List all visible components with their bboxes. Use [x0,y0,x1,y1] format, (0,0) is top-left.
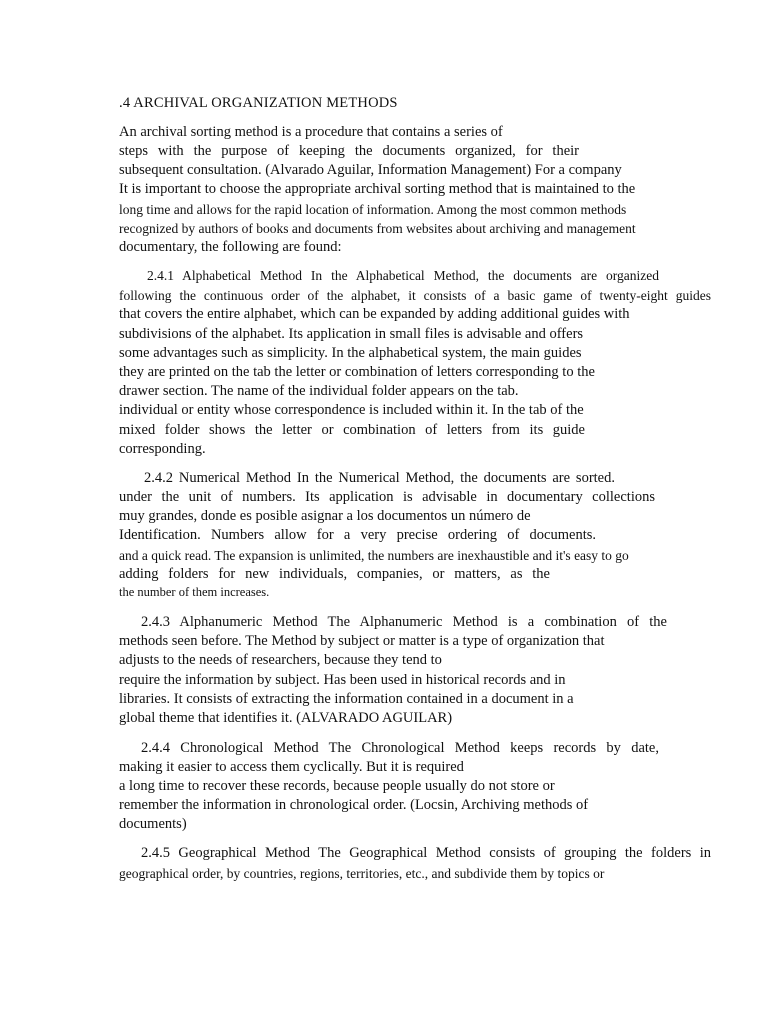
section-243-line: require the information by subject. Has been used in historical records and in [119,672,566,688]
section-242-line: adding folders for new individuals, companies, or matters, as the [119,566,550,582]
intro-line: documentary, the following are found: [119,239,342,255]
intro-line: long time and allows for the rapid location of information. Among the most common methods [119,202,627,217]
section-241-line: following the continuous order of the alphabet, it consists of a basic game of twenty-eight guides [119,288,711,303]
intro-line: subsequent consultation. (Alvarado Aguilar, Information Management) For a company [119,162,622,178]
section-241-line: they are printed on the tab the letter or combination of letters corresponding to the [119,364,595,380]
intro-line: An archival sorting method is a procedure that contains a series of [119,124,503,140]
section-245-line: geographical order, by countries, regions, territories, etc., and subdivide them by topics or [119,866,605,881]
section-241-line: subdivisions of the alphabet. Its application in small files is advisable and offers [119,326,584,342]
section-244-line: making it easier to access them cyclically. But it is required [119,759,464,775]
section-242-line: 2.4.2 Numerical Method In the Numerical Method, the documents are sorted. [144,470,615,486]
intro-line: steps with the purpose of keeping the documents organized, for their [119,143,579,159]
section-241-line: mixed folder shows the letter or combination of letters from its guide [119,422,585,438]
intro-line: It is important to choose the appropriate archival sorting method that is maintained to the [119,181,636,197]
section-242-line: under the unit of numbers. Its application is advisable in documentary collections [119,489,655,505]
section-244-line: 2.4.4 Chronological Method The Chronological Method keeps records by date, [141,740,659,756]
section-241-line: some advantages such as simplicity. In the alphabetical system, the main guides [119,345,582,361]
intro-line: recognized by authors of books and documents from websites about archiving and management [119,221,636,236]
section-243-line: methods seen before. The Method by subject or matter is a type of organization that [119,633,605,649]
section-244-line: remember the information in chronological order. (Locsin, Archiving methods of [119,797,589,813]
section-244-line: a long time to recover these records, because people usually do not store or [119,778,555,794]
section-244-line: documents) [119,816,187,832]
section-heading: .4 ARCHIVAL ORGANIZATION METHODS [119,95,398,111]
section-243-line: libraries. It consists of extracting the information contained in a document in a [119,691,574,707]
section-241-line: corresponding. [119,441,206,457]
section-242-line: the number of them increases. [119,585,270,599]
section-243-line: 2.4.3 Alphanumeric Method The Alphanumeric Method is a combination of the [141,614,667,630]
section-242-line: and a quick read. The expansion is unlimited, the numbers are inexhaustible and it's easy to go [119,548,629,563]
section-243-line: global theme that identifies it. (ALVARADO AGUILAR) [119,710,453,726]
section-242-line: Identification. Numbers allow for a very precise ordering of documents. [119,527,596,543]
section-241-line: 2.4.1 Alphabetical Method In the Alphabetical Method, the documents are organized [147,268,659,283]
section-243-line: adjusts to the needs of researchers, because they tend to [119,652,442,668]
section-241-line: that covers the entire alphabet, which can be expanded by adding additional guides with [119,306,630,322]
section-241-line: drawer section. The name of the individual folder appears on the tab. [119,383,519,399]
section-241-line: individual or entity whose correspondence is included within it. In the tab of the [119,402,584,418]
section-242-line: muy grandes, donde es posible asignar a los documentos un número de [119,508,531,524]
section-245-line: 2.4.5 Geographical Method The Geographical Method consists of grouping the folders in [141,845,711,861]
